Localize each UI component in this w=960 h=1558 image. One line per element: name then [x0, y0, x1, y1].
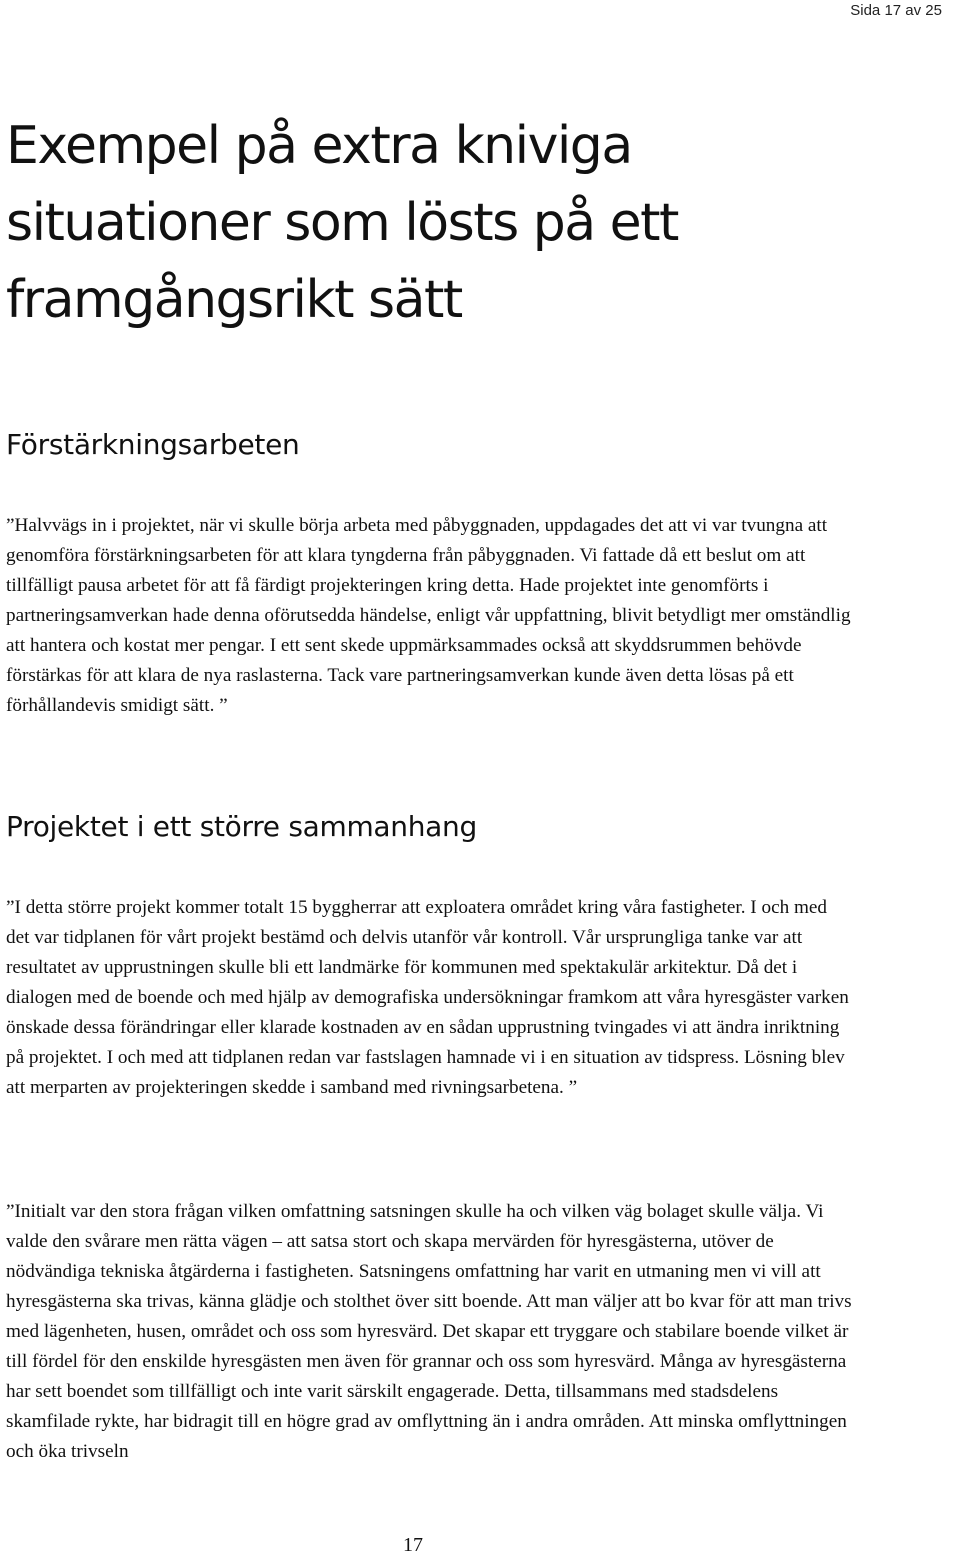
- section-heading-projektet-i-ett-storre-sammanhang: Projektet i ett större sammanhang: [6, 810, 477, 843]
- paragraph-storre-projekt: ”I detta större projekt kommer totalt 15 byggherrar att exploatera området kring våra fastigheter. I och med det var tidplanen för vårt projekt bestämd och delvis utanför vår kontroll. Vår ursprungliga tanke var att resultatet av upprustningen skulle bli ett landmärke för kommunen med spektakulär arkitektur. Då det i dialogen med de boende och med hjälp av demografiska undersökningar framkom att våra hyresgäster varken önskade dessa förändringar eller klarade kostnaden av en sådan upprustning tvingades vi att ändra inriktning på projektet. I och med att tidplanen redan var fastslagen hamnade vi i en situation av tidspress. Lösning blev att merparten av projekteringen skedde i samband med rivningsarbetena. ”: [6, 897, 849, 1098]
- section-heading-forstarkningsarbeten: Förstärkningsarbeten: [6, 428, 300, 461]
- document-title: Exempel på extra kniviga situationer som lösts på ett framgångsrikt sätt: [6, 116, 678, 330]
- page-indicator: Sida 17 av 25: [850, 2, 942, 19]
- paragraph-forstarkningsarbeten: ”Halvvägs in i projektet, när vi skulle börja arbeta med påbyggnaden, uppdagades det att vi var tvungna att genomföra förstärkningsarbeten för att klara tyngderna från påbyggnaden. Vi fattade då ett beslut om att tillfälligt pausa arbetet för att få färdigt projekteringen kring detta. Hade projektet inte genomförts i partneringsamverkan hade denna oförutsedda händelse, enligt vår uppfattning, blivit betydligt mer omständlig att hantera och kostat mer pengar. I ett sent skede uppmärksammades också att skyddsrummen behövde förstärkas för att klara de nya raslasterna. Tack vare partneringsamverkan kunde även detta lösas på ett förhållandevis smidigt sätt. ”: [6, 515, 851, 716]
- paragraph-initialt: ”Initialt var den stora frågan vilken omfattning satsningen skulle ha och vilken väg bolaget skulle välja. Vi valde den svårare men rätta vägen – att satsa stort och skapa mervärden för hyresgästerna, utöver de nödvändiga tekniska åtgärderna i fastigheten. Satsningens omfattning har varit en utmaning men vi vill att hyresgästerna ska trivas, känna glädje och stolthet över sitt boende. Att man väljer att bo kvar för att man trivs med lägenheten, husen, området och oss som hyresvärd. Det skapar ett tryggare och stabilare boende vilket är till fördel för den enskilde hyresgästen men även för grannar och oss som hyresvärd. Många av hyresgästerna har sett boendet som tillfälligt och inte varit särskilt engagerade. Detta, tillsammans med stadsdelens skamfilade rykte, har bidragit till en högre grad av omflyttning än i andra områden. Att minska omflyttningen och öka trivseln: [6, 1201, 852, 1462]
- page-number: 17: [403, 1534, 423, 1556]
